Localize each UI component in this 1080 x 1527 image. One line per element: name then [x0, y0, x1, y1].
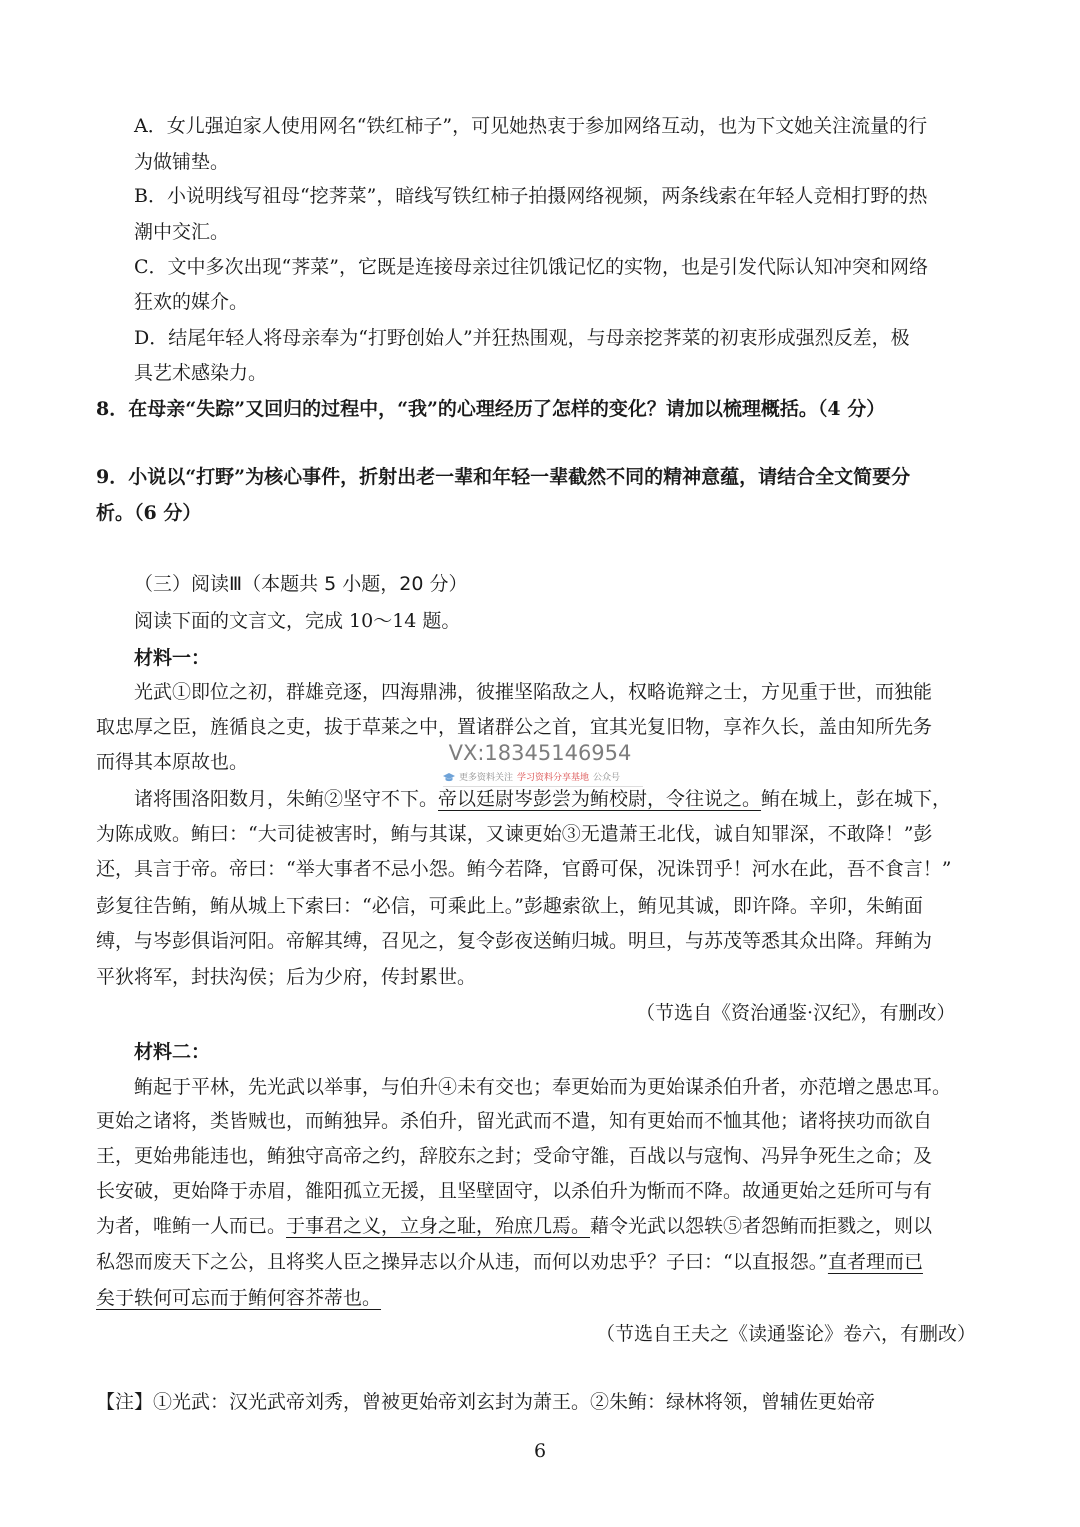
- option-b-line2: 潮中交汇。: [134, 221, 230, 243]
- watermark-subline: [443, 770, 643, 787]
- material-2-source: （节选自王夫之《读通鉴论》卷六，有删改）: [596, 1323, 977, 1345]
- material-2-line-with-underline: [96, 1214, 932, 1238]
- page-number: 6: [533, 1440, 547, 1462]
- material-1-line: 光武①即位之初，群雄竞逐，四海鼎沸，彼摧坚陷敌之人，权略诡辩之士，方见重于世，而独能: [134, 681, 933, 703]
- question-8: 8．在母亲“失踪”又回归的过程中，“我”的心理经历了怎样的变化？请加以梳理概括。（4 分）: [96, 398, 886, 420]
- graduation-cap-icon: [443, 773, 455, 783]
- option-d-line2: 具艺术感染力。: [134, 362, 268, 384]
- material-2-text: 为者，唯鲔一人而已。: [96, 1215, 287, 1237]
- material-1-line: 彭复往告鲔，鲔从城上下索曰：“必信，可乘此上。”彭趣索欲上，鲔见其诚，即许降。辛卯，朱鲔面: [96, 895, 923, 917]
- section-heading: （三）阅读Ⅲ（本题共 5 小题，20 分）: [134, 573, 468, 595]
- watermark-sub-tail: 公众号: [593, 773, 621, 783]
- watermark-sub-gray: 更多资料关注: [459, 773, 514, 783]
- material-1-line: 取忠厚之臣，旌循良之吏，拔于草莱之中，置诸群公之首，宜其光复旧物，享祚久长，盖由知所先务: [96, 716, 933, 738]
- question-9-line1: 9．小说以“打野”为核心事件，折射出老一辈和年轻一辈截然不同的精神意蕴，请结合全文简要分: [96, 466, 911, 488]
- watermark-sub-red: 学习资料分享基地: [517, 773, 590, 783]
- material-2-line-with-underline: [96, 1250, 923, 1274]
- question-9-line2: 析。（6 分）: [96, 502, 202, 524]
- option-b-line1: B．小说明线写祖母“挖荠菜”，暗线写铁红柿子拍摄网络视频，两条线索在年轻人竞相打野的热: [134, 185, 928, 207]
- material-2-label: 材料二：: [134, 1041, 211, 1063]
- option-c-line1: C．文中多次出现“荠菜”，它既是连接母亲过往饥饿记忆的实物，也是引发代际认知冲突和网络: [134, 256, 928, 278]
- underlined-sentence: 帝以廷尉岑彭尝为鲔校尉，令往说之。: [438, 788, 762, 810]
- material-1-text: 鲔在城上，彭在城下，: [761, 788, 952, 810]
- option-d-line1: D．结尾年轻人将母亲奉为“打野创始人”并狂热围观，与母亲挖荠菜的初衷形成强烈反差，极: [134, 327, 910, 349]
- option-a-line2: 为做铺垫。: [134, 151, 230, 173]
- material-2-line: 长安破，更始降于赤眉，雒阳孤立无援，且坚壁固守，以杀伯升为惭而不降。故通更始之廷所可与有: [96, 1180, 933, 1202]
- material-1-line: 还，具言于帝。帝曰：“举大事者不忌小怨。鲔今若降，官爵可保，况诛罚乎！河水在此，吾不食言！”: [96, 858, 952, 880]
- material-1-line: 平狄将军，封扶沟侯；后为少府，传封累世。: [96, 966, 477, 988]
- material-1-line: 而得其本原故也。: [96, 751, 249, 773]
- underlined-sentence: 矣于轶何可忘而于鲔何容芥蒂也。: [96, 1287, 382, 1309]
- material-2-text: 藉令光武以怨轶⑤者怨鲔而拒戮之，则以: [590, 1215, 933, 1237]
- material-2-line: 更始之诸将，类皆贼也，而鲔独异。杀伯升，留光武而不遣，知有更始而不恤其他；诸将挟功而欲自: [96, 1110, 933, 1132]
- material-2-line: 鲔起于平林，先光武以举事，与伯升④未有交也；奉更始而为更始谋杀伯升者，亦范增之愚忠耳。: [134, 1076, 952, 1098]
- material-1-line: 为陈成败。鲔曰：“大司徒被害时，鲔与其谋，又谏更始③无遣萧王北伐，诚自知罪深，不敢降！”彭: [96, 823, 933, 845]
- material-2-line: 王，更始弗能违也，鲔独守高帝之约，辞胶东之封；受命守雒，百战以与寇恂、冯异争死生之命；及: [96, 1145, 933, 1167]
- option-a-line1: A．女儿强迫家人使用网名“铁红柿子”，可见她热衷于参加网络互动，也为下文她关注流量的行: [134, 115, 928, 137]
- underlined-sentence: 直者理而已: [827, 1251, 923, 1273]
- material-1-source: （节选自《资治通鉴·汉纪》，有删改）: [636, 1002, 956, 1024]
- option-c-line2: 狂欢的媒介。: [134, 291, 249, 313]
- material-1-label: 材料一：: [134, 647, 211, 669]
- material-1-text: 诸将围洛阳数月，朱鲔②坚守不下。: [134, 788, 439, 810]
- section-instruction: 阅读下面的文言文，完成 10～14 题。: [134, 610, 461, 632]
- underlined-sentence: 于事君之义，立身之耻，殆庶几焉。: [286, 1215, 591, 1237]
- material-1-line: 缚，与岑彭俱诣河阳。帝解其缚，召见之，复令彭夜送鲔归城。明旦，与苏茂等悉其众出降。拜鲔为: [96, 930, 933, 952]
- material-2-text: 私怨而废天下之公，且将奖人臣之操异志以介从违，而何以劝忠乎？子曰：“以直报怨。”: [96, 1251, 828, 1273]
- annotation-note: 【注】①光武：汉光武帝刘秀，曾被更始帝刘玄封为萧王。②朱鲔：绿林将领，曾辅佐更始帝: [96, 1391, 876, 1413]
- watermark-contact: VX:18345146954: [448, 741, 632, 765]
- watermark: [437, 738, 643, 794]
